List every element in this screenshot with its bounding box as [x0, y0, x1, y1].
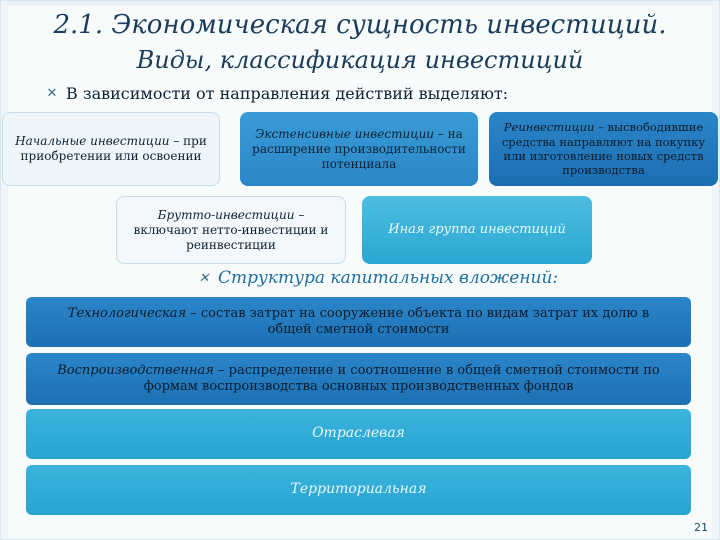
x-bullet-icon: ✕ [198, 270, 210, 286]
x-bullet-icon: ✕ [46, 86, 58, 101]
row-reproduction [26, 353, 691, 405]
row-territorial [26, 465, 691, 515]
row-sectoral [26, 409, 691, 459]
box-gross-investments [116, 196, 346, 264]
bullet-direction [46, 84, 508, 103]
bullet-structure-text: Структура капитальных вложений: [218, 268, 559, 288]
box-gross-term: Брутто-инвестиции [157, 207, 295, 222]
box-other-label: Иная группа инвестиций [388, 221, 566, 237]
slide-title-line1: 2.1. Экономическая сущность инвестиций. [53, 10, 667, 40]
box-initial-investments [2, 112, 220, 186]
row-sector-label: Отраслевая [312, 425, 405, 442]
row-territorial-label: Территориальная [290, 481, 427, 498]
bullet-direction-text: В зависимости от направления действий выделяют: [66, 84, 509, 103]
box-gross-desc: – включают нетто-инвестиции и реинвестиции [133, 207, 329, 252]
box-extensive-desc: – на расширение производительности потенциала [252, 126, 466, 171]
row-technological [26, 297, 691, 347]
box-reinvest-term: Реинвестиции [503, 120, 595, 135]
bullet-structure [198, 268, 558, 288]
row-tech-desc: – состав затрат на сооружение объекта по видам затрат их долю в общей сметной стоимости [186, 305, 650, 337]
box-reinvestments [489, 112, 718, 186]
row-repro-desc: – распределение и соотношение в общей сметной стоимости по формам воспроизводства основных производственных фондов [143, 362, 660, 394]
page-number: 21 [694, 521, 708, 534]
box-initial-desc: – при приобретении или освоении [20, 134, 207, 163]
box-reinvest-desc: – высвободившие средства направляют на покупку или изготовление новых средств производства [501, 120, 706, 178]
row-repro-term: Воспроизводственная [57, 362, 214, 378]
box-extensive-investments [240, 112, 478, 186]
box-initial-term: Начальные инвестиции [15, 134, 170, 148]
box-other-group [362, 196, 592, 264]
row-tech-term: Технологическая [67, 305, 187, 321]
slide-title-line2: Виды, классификация инвестиций [136, 46, 584, 74]
box-extensive-term: Экстенсивные инвестиции [255, 126, 435, 141]
